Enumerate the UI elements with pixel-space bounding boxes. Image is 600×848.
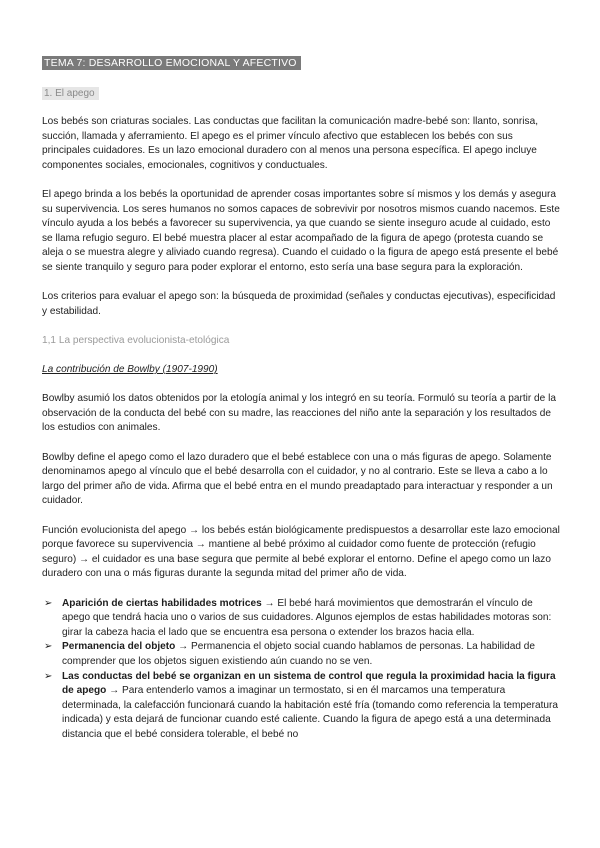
- document-title: TEMA 7: DESARROLLO EMOCIONAL Y AFECTIVO: [42, 56, 301, 70]
- section-heading-apego: 1. El apego: [42, 87, 99, 100]
- bullet-bold-label: Las conductas del bebé se organizan en un sistema de control que regula la proximidad hacia la figura de apego: [62, 670, 556, 697]
- list-item: [42, 670, 562, 743]
- paragraph: Función evolucionista del apego → los bebés están biológicamente predispuestos a desarrollar este lazo emocional porque favorece su supervivencia → mantiene al bebé próximo al cuidador como fuente de protección (refugio seguro) → el cuidador es una base segura que permite al bebé explorar el entorno. Define el apego como un lazo duradero con una o más figuras durante la segunda mitad del primer año de vida.: [42, 524, 560, 580]
- arrow-bullet-icon: ➢: [44, 670, 53, 682]
- bullet-text: → Para entenderlo vamos a imaginar un termostato, si en él marcamos una temperatura determinada, la calefacción funcionará cuando la habitación esté fría (tomando como referencia la temperatura indicada) y esta dejará de funcionar cuando esté caliente. Cuando la figura de apego está a una determinada distancia que el bebé considera tolerable, el bebé no: [62, 685, 559, 740]
- paragraph: Los bebés son criaturas sociales. Las conductas que facilitan la comunicación madre-bebé son: llanto, sonrisa, succión, llamada y aferramiento. El apego es el primer vínculo afectivo que establecen los bebés con sus principales cuidadores. Es un lazo emocional duradero con al menos una persona específica. El apego incluye componentes sociales, emocionales, cognitivos y conductuales.: [42, 116, 538, 171]
- arrow-bullet-icon: ➢: [44, 641, 53, 653]
- bullet-text: → Permanencia el objeto social cuando hablamos de personas. La habilidad de comprender que los objetos siguen existiendo aún cuando no se ven.: [62, 641, 535, 667]
- paragraph: El apego brinda a los bebés la oportunidad de aprender cosas importantes sobre sí mismos y los demás y asegura su supervivencia. Los seres humanos no somos capaces de sobrevivir por nosotros mismos cuando nacemos. Este vínculo ayuda a los bebés a favorecer su supervivencia, ya que cuando se siente inseguro acude al cuidado, esto se llama refugio seguro. El bebé muestra placer al estar acompañado de la figura de apego (protesta cuando se aleja o se muestra alegre y aliviado cuando regresa). Cuando el cuidado o la figura de apego está presente el bebé se siente tranquilo y seguro para poder explorar el entorno, esto sería una base segura para la exploración.: [42, 188, 560, 273]
- body-content: [42, 115, 562, 743]
- bullet-list: [42, 597, 562, 743]
- paragraph: Bowlby asumió los datos obtenidos por la etología animal y los integró en su teoría. Formuló su teoría a partir de la observación de la conducta del bebé con su madre, las reacciones del niño ante la separación y los resultados de los estudios con animales.: [42, 393, 556, 434]
- paragraph: Los criterios para evaluar el apego son: la búsqueda de proximidad (señales y conductas ejecutivas), especificidad y estabilidad.: [42, 291, 556, 317]
- bullet-text: → El bebé hará movimientos que demostrarán el vínculo de apego que tendrá hacia uno o varios de sus cuidadores. Algunos ejemplos de estas habilidades motoras son: girar la cabeza hacia el lado que se encuentra esa persona o extender los brazos hacia ella.: [62, 597, 552, 638]
- list-item: [42, 640, 562, 669]
- list-item: [42, 597, 562, 641]
- subsection-heading: 1,1 La perspectiva evolucionista-etológica: [42, 334, 230, 346]
- arrow-bullet-icon: ➢: [44, 597, 53, 609]
- bullet-bold-label: Aparición de ciertas habilidades motrices: [62, 597, 262, 609]
- bowlby-heading: La contribución de Bowlby (1907-1990): [42, 364, 218, 376]
- bullet-bold-label: Permanencia del objeto: [62, 641, 176, 653]
- paragraph: Bowlby define el apego como el lazo duradero que el bebé establece con una o más figuras de apego. Solamente denominamos apego al vínculo que el bebé desarrolla con el cuidador, y no al contrario. Este se lleva a cabo a lo largo del primer año de vida. Afirma que el bebé entra en el mundo preadaptado para interactuar y responder a un cuidador.: [42, 451, 553, 507]
